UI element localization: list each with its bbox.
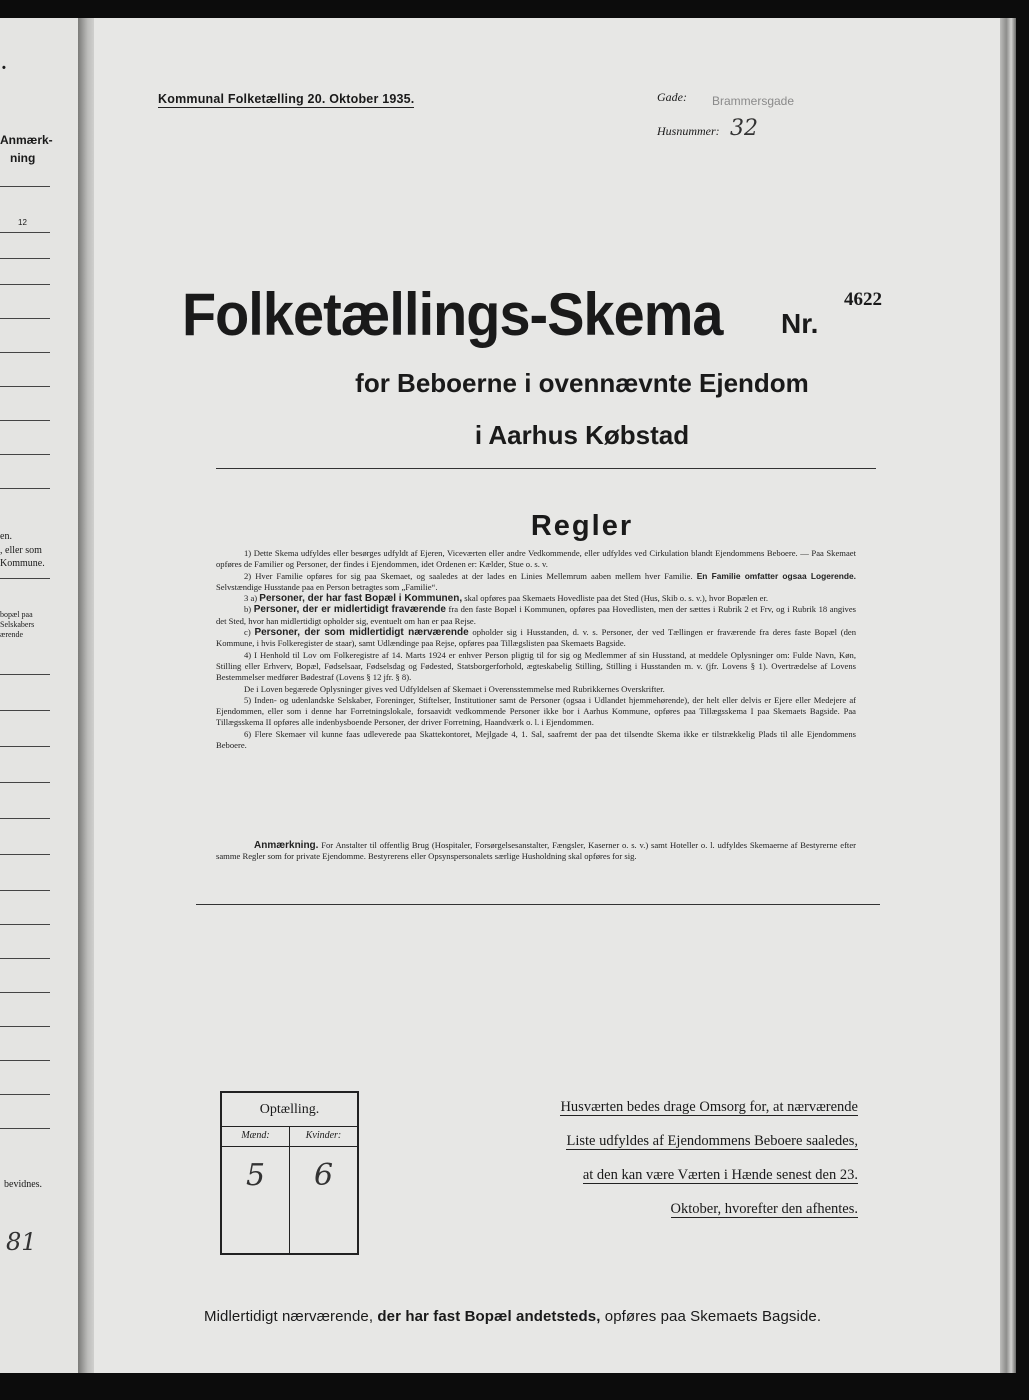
count-men-column [222, 1126, 290, 1253]
rule-5: 5) Inden- og udenlandske Selskaber, Foreninger, Stiftelser, Institutioner samt de Personer (ogsaa i Udlandet hjemmehørende), der helt eller delvis er Ejere eller Medejere af Ejendommen, eller som i denne har Forretningslokale, forsaavidt vedkommende Personer ikke bor i Aarhus Kommune, opføres paa Tillægsskema I paa Skemaets Bagside. Paa Tillægsskema II opføres alle indenbysboende Personer, der driver Forretning, Haandværk o. l. i Ejendommen. [216, 694, 856, 728]
husnummer-label: Husnummer: [657, 124, 720, 138]
rule [0, 674, 50, 675]
rule-4b: De i Loven begærede Oplysninger gives ved Udfyldelsen af Skemaet i Overensstemmelse med Rubrikkernes Overskrifter. [244, 683, 665, 694]
rule-4: 4) I Henhold til Lov om Folkeregistre af 14. Marts 1924 er enhver Person pligtig til for sig og Medlemmer af sin Husstand, at meddele Oplysninger om: Fulde Navn, Køn, Stilling eller Erhverv, Bopæl, Fødselsaar, Fødselsdag og Fødested, Statsborgerforhold, ægteskabelig Stilling, Stilling i Husstanden m. v. (jfr. Lovens § 1). Overtrædelse af Lovens Bestemmelser medfører Bødestraf (Lovens § 12 jfr. § 8). [216, 649, 856, 683]
aerende-fragment: ærende [0, 630, 24, 639]
rule-6: 6) Flere Skemaer vil kunne faas udleverede paa Skattekontoret, Mejlgade 4, 1. Sal, saafremt der paa det tilsendte Skema ikke er tilstrækkelig Plads til alle Ejendommens Beboere. [216, 728, 856, 751]
form-nr-label: Nr. [781, 308, 819, 339]
annotation-note [216, 840, 856, 863]
kommune-fragment: Kommune. [0, 558, 45, 569]
count-title: Optælling. [222, 1093, 357, 1127]
rule [0, 258, 50, 259]
bopael-fragment: bopæl paa [0, 610, 33, 619]
census-header: Kommunal Folketælling 20. Oktober 1935. [158, 92, 415, 106]
footer-note: Midlertidigt nærværende, der har fast Bopæl andetsteds, opføres paa Skemaets Bagside. [204, 1308, 822, 1325]
rule [0, 318, 50, 319]
rule [0, 420, 50, 421]
page-stack-edge [1000, 18, 1016, 1373]
rule [0, 578, 50, 579]
book-gutter [78, 18, 94, 1373]
form-subtitle-location: i Aarhus Købstad [474, 420, 690, 450]
rule [0, 488, 50, 489]
column-number: 12 [18, 218, 27, 227]
rule [0, 890, 50, 891]
rules-body [216, 548, 856, 751]
census-form-page [94, 18, 1000, 1373]
rule [0, 454, 50, 455]
rule-2: 2) Hver Familie opføres for sig paa Skemaet, og saaledes at der lades en Linies Mellemrum aaben mellem hver Familie. En Familie omfatter ogsaa Logerende. Selvstændige Husstande paa en Person betragtes som „Familie“. [216, 570, 856, 592]
rule [0, 924, 50, 925]
form-subtitle: for Beboerne i ovennævnte Ejendom [355, 368, 809, 398]
form-title: Folketællings-Skema [182, 281, 723, 348]
notice-line: Liste udfyldes af Ejendommens Beboere saaledes, [566, 1133, 858, 1149]
men-count: 5 [245, 1158, 266, 1193]
rule [0, 1060, 50, 1061]
men-label: Mænd: [222, 1126, 289, 1147]
notice-line: Oktober, hvorefter den afhentes. [670, 1201, 858, 1217]
divider [196, 904, 880, 905]
bevidnes-fragment: bevidnes. [4, 1179, 43, 1190]
rule [0, 1026, 50, 1027]
rule-1: 1) Dette Skema udfyldes eller besørges udfyldt af Ejeren, Viceværten eller andre Vedkommende, eller udfyldes ved Cirkulation blandt Ejendommens Beboere. — Paa Skemaet opføres de Familier og Personer, der findes i Ejendommen, idet Ordenen er: Kælder, Stue o. s. v. [216, 548, 856, 570]
rule [0, 746, 50, 747]
rules-heading: Regler [530, 510, 634, 542]
count-women-column [290, 1126, 357, 1253]
notice-line: Husværten bedes drage Omsorg for, at nærværende [560, 1099, 858, 1115]
gade-label: Gade: [657, 90, 687, 104]
rule [0, 710, 50, 711]
selskabers-fragment: Selskabers [0, 620, 35, 629]
notice-line: at den kan være Værten i Hænde senest den 23. [582, 1167, 858, 1183]
rule-3c: c) Personer, der som midlertidigt nærværende opholder sig i Husstanden, d. v. s. Personer, der ved Tællingen er fraværende fra deres faste Bopæl (den Kommune, i hvis Folkeregister de staar), samt Udlændinge paa Rejse, opføres paa Tillægslisten paa Skemaets Bagside. [216, 627, 856, 649]
count-box [220, 1091, 359, 1255]
husnummer-value: 32 [730, 116, 758, 141]
rule-3b: b) Personer, der er midlertidigt fraværende fra den faste Bopæl i Kommunen, opføres paa Hovedlisten, men der sættes i Rubrik 2 et Frv, og i Rubrik 18 angives det Sted, hvor han midlertidigt opholder sig, eventuelt om han er paa Rejse. [216, 604, 857, 626]
rule-3a: 3 a) Personer, der har fast Bopæl i Kommunen, skal opføres paa Skemaets Hovedliste paa det Sted (Hus, Skib o. s. v.), hvor Bopælen er. [244, 593, 769, 605]
gade-value: Brammersgade [712, 94, 795, 108]
rule [0, 1128, 50, 1129]
rule [0, 386, 50, 387]
rule [0, 1094, 50, 1095]
note-text: For Anstalter til offentlig Brug (Hospitaler, Forsørgelsesanstalter, Fængsler, Kaserner o. s. v.) samt Hoteller o. l. udfyldes Skemaerne af Bestyrerne efter samme Regler som for private Ejendomme. Bestyrerens eller Opsynspersonalets særlige Husholdning skal opføres for sig. [216, 840, 856, 862]
note-label: Anmærkning. [254, 840, 319, 851]
rule [0, 186, 50, 187]
women-label: Kvinder: [290, 1126, 357, 1147]
handwritten-fragment: 81 [6, 1228, 37, 1256]
anmaerkning-fragment: Anmærk- [0, 133, 53, 147]
eller-som-fragment: , eller som [0, 545, 42, 556]
rule [0, 782, 50, 783]
form-number: 4622 [844, 289, 882, 310]
women-count: 6 [313, 1158, 334, 1193]
rule [0, 854, 50, 855]
rule [0, 992, 50, 993]
en-fragment: en. [0, 531, 12, 542]
rule [0, 818, 50, 819]
rule [0, 352, 50, 353]
rule [0, 284, 50, 285]
bullet-fragment: • [2, 62, 6, 74]
rule [0, 958, 50, 959]
landlord-notice [520, 1094, 858, 1222]
ning-fragment: ning [10, 151, 36, 165]
divider [216, 468, 876, 469]
previous-page-strip [0, 18, 78, 1373]
rule [0, 232, 50, 233]
